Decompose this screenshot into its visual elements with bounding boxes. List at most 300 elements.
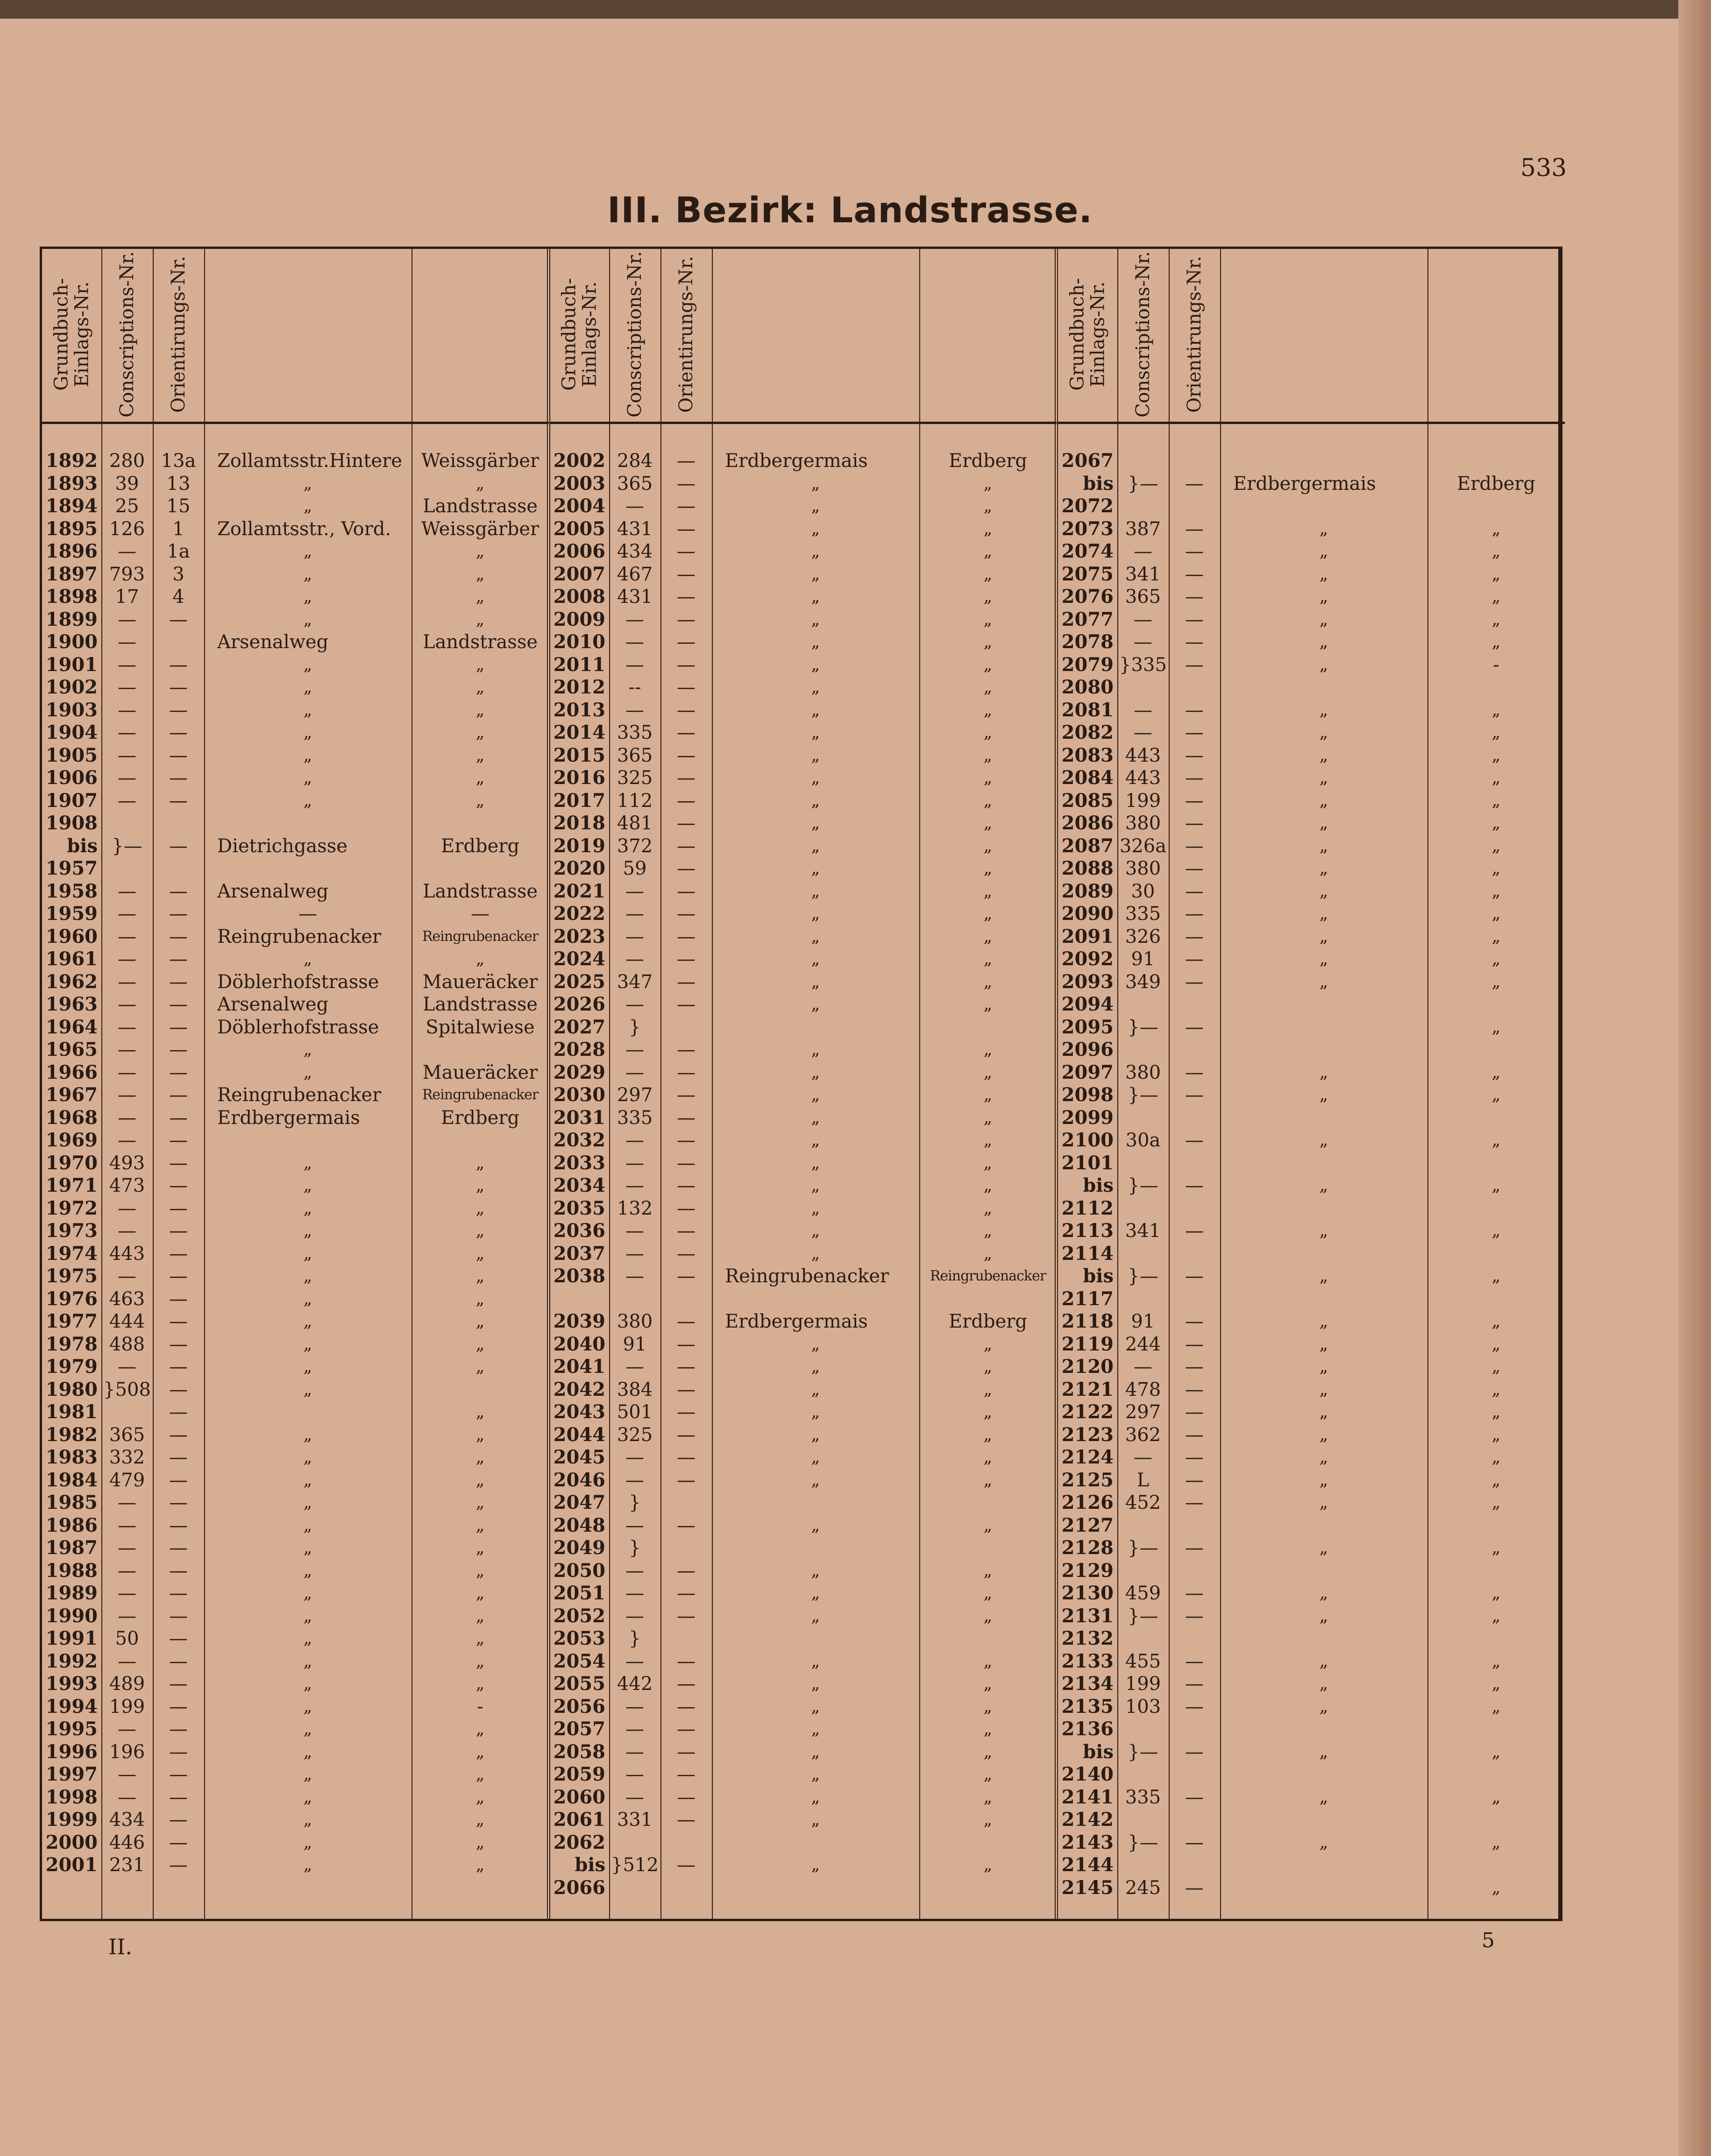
- grundbuch-nr-cell: 2027: [553, 1016, 605, 1038]
- conscriptions-nr-cell: 326a: [1119, 835, 1167, 857]
- grundbuch-nr-cell: 2077: [1061, 608, 1114, 630]
- grundbuch-nr-cell: 2039: [553, 1310, 605, 1332]
- steuergemeinde-cell: „: [1491, 1425, 1501, 1444]
- grundbuch-nr-cell: 1989: [45, 1582, 98, 1604]
- conscriptions-nr-cell: —: [625, 1583, 644, 1604]
- steuergemeinde-cell: „: [1491, 1878, 1501, 1897]
- orientirungs-nr-cell: —: [1185, 1175, 1204, 1196]
- orientirungs-nr-cell: [660, 1016, 712, 1039]
- grundbuch-nr-cell: 2021: [553, 880, 605, 902]
- orientirungs-nr-cell: [660, 1288, 712, 1311]
- conscriptions-nr-cell: —: [118, 971, 136, 993]
- orientirungs-nr-cell: —: [169, 835, 188, 857]
- grundbuch-nr-cell: 2054: [553, 1650, 605, 1672]
- gasse-cell: „: [1319, 1583, 1328, 1603]
- grundbuch-nr-cell: 2135: [1061, 1695, 1114, 1718]
- table-row: [1058, 1356, 1565, 1378]
- steuergemeinde-cell: [412, 812, 549, 835]
- steuergemeinde-cell: „: [983, 791, 993, 810]
- gasse-cell: „: [1319, 1448, 1328, 1467]
- steuergemeinde-cell: „: [1491, 745, 1501, 765]
- page-title: III. Bezirk: Landstrasse.: [607, 189, 1093, 231]
- gasse-cell: „: [811, 1425, 820, 1444]
- steuergemeinde-cell: „: [983, 1583, 993, 1603]
- table-row: [42, 948, 549, 971]
- orientirungs-nr-cell: —: [1185, 1741, 1204, 1763]
- table-row: [42, 1333, 549, 1356]
- table-row: [42, 1673, 549, 1696]
- grundbuch-nr-cell: 1987: [45, 1537, 98, 1559]
- gasse-cell: Reingrubenacker: [725, 1265, 889, 1287]
- steuergemeinde-cell: [1427, 676, 1565, 699]
- orientirungs-nr-cell: —: [169, 1696, 188, 1718]
- page-right-edge: [1678, 0, 1711, 2156]
- grundbuch-nr-cell: 1961: [45, 948, 98, 970]
- steuergemeinde-cell: „: [983, 1153, 993, 1173]
- conscriptions-nr-cell: —: [625, 1514, 644, 1536]
- gasse-cell: „: [1319, 632, 1328, 651]
- orientirungs-nr-cell: —: [1185, 722, 1204, 743]
- steuergemeinde-cell: „: [476, 1289, 485, 1308]
- table-row: [550, 1310, 1057, 1333]
- steuergemeinde-cell: „: [476, 474, 485, 493]
- grundbuch-nr-cell: 2062: [553, 1831, 605, 1853]
- grundbuch-nr-cell: 2016: [553, 767, 605, 789]
- conscriptions-nr-cell: —: [118, 1356, 136, 1378]
- conscriptions-nr-cell: 347: [617, 971, 653, 993]
- conscriptions-nr-cell: 479: [109, 1469, 145, 1491]
- steuergemeinde-cell: „: [1491, 813, 1501, 833]
- header-grundbuch: [1058, 249, 1117, 419]
- gasse-cell: Arsenalweg: [217, 631, 329, 653]
- conscriptions-nr-cell: 199: [1125, 790, 1161, 812]
- grundbuch-nr-cell: 2143: [1061, 1831, 1114, 1853]
- grundbuch-nr-cell: 2142: [1061, 1809, 1114, 1831]
- steuergemeinde-cell: „: [476, 1629, 485, 1648]
- orientirungs-nr-cell: 3: [172, 563, 185, 585]
- gasse-cell: „: [811, 1402, 820, 1421]
- conscriptions-nr-cell: 325: [617, 1424, 653, 1446]
- steuergemeinde-cell: „: [476, 791, 485, 810]
- orientirungs-nr-cell: —: [1185, 1583, 1204, 1604]
- steuergemeinde-cell: „: [983, 1674, 993, 1693]
- orientirungs-nr-cell: [1169, 1152, 1220, 1175]
- gasse-cell: [1233, 1809, 1427, 1831]
- gasse-cell: „: [811, 813, 820, 833]
- grundbuch-nr-cell: 1966: [45, 1061, 98, 1083]
- conscriptions-nr-cell: —: [625, 608, 644, 630]
- conscriptions-nr-cell: 341: [1125, 1220, 1161, 1242]
- conscriptions-nr-cell: [1117, 1197, 1169, 1220]
- conscriptions-nr-cell: 467: [617, 563, 653, 585]
- table-row: [42, 1401, 549, 1424]
- table-row: [550, 1378, 1057, 1401]
- grundbuch-nr-cell: 2134: [1061, 1673, 1114, 1695]
- grundbuch-nr-cell: 2130: [1061, 1582, 1114, 1604]
- grundbuch-nr-cell: 2015: [553, 744, 605, 766]
- orientirungs-nr-cell: —: [1185, 971, 1204, 993]
- steuergemeinde-cell: „: [1491, 1832, 1501, 1852]
- conscriptions-nr-cell: 493: [109, 1152, 145, 1174]
- gasse-cell: Arsenalweg: [217, 880, 329, 902]
- gasse-cell: „: [1319, 836, 1328, 855]
- steuergemeinde-cell: Erdberg: [949, 1311, 1027, 1332]
- conscriptions-nr-cell: —: [118, 1537, 136, 1559]
- steuergemeinde-cell: „: [476, 1583, 485, 1603]
- grundbuch-nr-cell: 2059: [553, 1763, 605, 1785]
- orientirungs-nr-cell: —: [677, 1741, 696, 1763]
- conscriptions-nr-cell: 325: [617, 767, 653, 789]
- orientirungs-nr-cell: —: [677, 518, 696, 540]
- gasse-cell: „: [303, 474, 312, 493]
- conscriptions-nr-cell: }: [629, 1628, 641, 1649]
- table-row: [42, 1288, 549, 1311]
- steuergemeinde-cell: „: [1491, 587, 1501, 606]
- conscriptions-nr-cell: —: [118, 948, 136, 970]
- gasse-cell: „: [811, 1742, 820, 1761]
- orientirungs-nr-cell: —: [677, 948, 696, 970]
- gasse-cell: „: [811, 904, 820, 923]
- conscriptions-nr-cell: 463: [109, 1288, 145, 1310]
- header-steuergemeinde: [1427, 249, 1565, 419]
- steuergemeinde-cell: „: [1491, 723, 1501, 742]
- steuergemeinde-cell: „: [983, 881, 993, 901]
- conscriptions-nr-cell: [101, 1401, 153, 1424]
- orientirungs-nr-cell: [660, 1627, 712, 1650]
- grundbuch-nr-cell: 2010: [553, 631, 605, 653]
- table-row: [1058, 1310, 1565, 1333]
- steuergemeinde-cell: „: [1491, 519, 1501, 538]
- book-binding-edge: [0, 0, 1711, 19]
- grundbuch-nr-cell: 2128: [1061, 1537, 1114, 1559]
- conscriptions-nr-cell: 199: [109, 1696, 145, 1718]
- steuergemeinde-cell: „: [983, 949, 993, 968]
- steuergemeinde-cell: „: [983, 1470, 993, 1490]
- table-row: [550, 1469, 1057, 1492]
- orientirungs-nr-cell: —: [1185, 1084, 1204, 1106]
- steuergemeinde-cell: „: [476, 1402, 485, 1421]
- orientirungs-nr-cell: —: [169, 744, 188, 766]
- conscriptions-nr-cell: 349: [1125, 971, 1161, 993]
- gasse-cell: Reingrubenacker: [217, 926, 382, 947]
- conscriptions-nr-cell: —: [625, 654, 644, 676]
- conscriptions-nr-cell: —: [118, 699, 136, 721]
- grundbuch-nr-cell: 1997: [45, 1763, 98, 1785]
- conscriptions-nr-cell: 478: [1125, 1378, 1161, 1400]
- grundbuch-nr-cell: 2132: [1061, 1627, 1114, 1649]
- conscriptions-nr-cell: —: [1134, 1356, 1152, 1378]
- table-row: [550, 767, 1057, 790]
- gasse-cell: „: [303, 1606, 312, 1626]
- table-row: [42, 1152, 549, 1175]
- steuergemeinde-cell: „: [1491, 542, 1501, 561]
- conscriptions-nr-cell: 103: [1125, 1696, 1161, 1718]
- grundbuch-nr-cell: 2123: [1061, 1423, 1114, 1446]
- steuergemeinde-cell: „: [476, 745, 485, 765]
- grundbuch-nr-cell: 1979: [45, 1356, 98, 1378]
- table-row: [1058, 608, 1565, 631]
- conscriptions-nr-cell: }—: [1128, 1265, 1158, 1287]
- gasse-cell: „: [1319, 1538, 1328, 1557]
- orientirungs-nr-cell: —: [1185, 835, 1204, 857]
- orientirungs-nr-cell: —: [1185, 631, 1204, 653]
- steuergemeinde-cell: [1427, 1718, 1565, 1741]
- orientirungs-nr-cell: —: [677, 654, 696, 676]
- orientirungs-nr-cell: —: [677, 1514, 696, 1536]
- gasse-cell: „: [303, 1832, 312, 1852]
- table-row: [1058, 790, 1565, 813]
- gasse-cell: „: [303, 655, 312, 674]
- table-row: [550, 518, 1057, 541]
- grundbuch-nr-cell: 2131: [1061, 1605, 1114, 1627]
- grundbuch-nr-cell: 1978: [45, 1333, 98, 1355]
- gasse-cell: „: [1319, 564, 1328, 584]
- orientirungs-nr-cell: —: [169, 1152, 188, 1174]
- table-row: [42, 1514, 549, 1537]
- conscriptions-nr-cell: [1117, 1243, 1169, 1265]
- orientirungs-nr-cell: —: [1185, 926, 1204, 947]
- gasse-cell: [1233, 1016, 1427, 1039]
- gasse-cell: „: [1319, 1493, 1328, 1512]
- orientirungs-nr-cell: —: [169, 1741, 188, 1763]
- gasse-cell: „: [1319, 926, 1328, 946]
- conscriptions-nr-cell: }: [629, 1016, 641, 1038]
- conscriptions-nr-cell: —: [625, 1447, 644, 1468]
- steuergemeinde-cell: „: [476, 1561, 485, 1580]
- gasse-cell: „: [303, 1289, 312, 1308]
- conscriptions-nr-cell: —: [118, 722, 136, 743]
- orientirungs-nr-cell: —: [1185, 1130, 1204, 1151]
- gasse-cell: „: [811, 1765, 820, 1784]
- table-row: [550, 1741, 1057, 1764]
- gasse-cell: „: [811, 542, 820, 561]
- orientirungs-nr-cell: —: [169, 608, 188, 630]
- orientirungs-nr-cell: —: [677, 563, 696, 585]
- orientirungs-nr-cell: —: [1185, 1401, 1204, 1423]
- grundbuch-nr-cell: 2085: [1061, 789, 1114, 812]
- footer-signature-mark: II.: [108, 1934, 132, 1959]
- orientirungs-nr-cell: —: [677, 880, 696, 902]
- orientirungs-nr-cell: [660, 1537, 712, 1560]
- table-row: [42, 1627, 549, 1650]
- steuergemeinde-cell: „: [476, 609, 485, 629]
- gasse-cell: „: [1319, 1062, 1328, 1082]
- gasse-cell: „: [811, 519, 820, 538]
- steuergemeinde-cell: Spitalwiese: [426, 1016, 535, 1038]
- gasse-cell: „: [1319, 1470, 1328, 1490]
- grundbuch-nr-cell: 2014: [553, 721, 605, 743]
- steuergemeinde-cell: „: [476, 1312, 485, 1331]
- steuergemeinde-cell: „: [476, 1198, 485, 1218]
- grundbuch-nr-cell: 1959: [45, 903, 98, 925]
- conscriptions-nr-cell: —: [118, 1605, 136, 1627]
- table-row: [42, 1786, 549, 1809]
- conscriptions-nr-cell: 59: [623, 858, 647, 879]
- orientirungs-nr-cell: —: [677, 608, 696, 630]
- table-row: [1058, 1582, 1565, 1605]
- table-row: [550, 1129, 1057, 1152]
- conscriptions-nr-cell: 380: [1125, 813, 1161, 834]
- orientirungs-nr-cell: —: [677, 926, 696, 947]
- table-row: [1058, 1378, 1565, 1401]
- orientirungs-nr-cell: —: [677, 835, 696, 857]
- table-row: [550, 1673, 1057, 1696]
- grundbuch-nr-cell: 1996: [45, 1740, 98, 1763]
- gasse-cell: „: [1319, 1787, 1328, 1807]
- steuergemeinde-cell: „: [1491, 1470, 1501, 1490]
- steuergemeinde-cell: „: [983, 609, 993, 629]
- orientirungs-nr-cell: —: [169, 1514, 188, 1536]
- grundbuch-nr-cell: 2025: [553, 970, 605, 993]
- gasse-cell: „: [303, 723, 312, 742]
- gasse-cell: [1233, 1152, 1427, 1175]
- table-row: [1058, 654, 1565, 677]
- grundbuch-nr-cell: bis: [67, 834, 98, 857]
- grundbuch-nr-cell: 2051: [553, 1582, 605, 1604]
- steuergemeinde-cell: Erdberg: [441, 835, 519, 857]
- orientirungs-nr-cell: —: [1185, 1061, 1204, 1083]
- steuergemeinde-cell: Landstrasse: [422, 994, 538, 1015]
- grundbuch-nr-cell: 2121: [1061, 1378, 1114, 1400]
- gasse-cell: „: [1319, 859, 1328, 878]
- gasse-cell: [725, 1016, 918, 1039]
- conscriptions-nr-cell: 452: [1125, 1492, 1161, 1513]
- orientirungs-nr-cell: —: [677, 813, 696, 834]
- grundbuch-nr-cell: 1968: [45, 1106, 98, 1129]
- header-conscriptions: [609, 249, 660, 419]
- gasse-cell: „: [811, 881, 820, 901]
- steuergemeinde-cell: -: [477, 1696, 483, 1718]
- grundbuch-nr-cell: 2056: [553, 1695, 605, 1718]
- orientirungs-nr-cell: —: [169, 1016, 188, 1038]
- conscriptions-nr-cell: —: [625, 1130, 644, 1151]
- conscriptions-nr-cell: —: [625, 948, 644, 970]
- steuergemeinde-cell: „: [983, 859, 993, 878]
- steuergemeinde-cell: „: [983, 678, 993, 697]
- gasse-cell: Erdbergermais: [217, 1107, 360, 1129]
- orientirungs-nr-cell: —: [169, 1197, 188, 1219]
- grundbuch-nr-cell: 1980: [45, 1378, 98, 1400]
- grundbuch-nr-cell: 2124: [1061, 1446, 1114, 1468]
- steuergemeinde-cell: „: [983, 926, 993, 946]
- orientirungs-nr-cell: [1169, 1288, 1220, 1311]
- steuergemeinde-cell: „: [983, 1651, 993, 1671]
- orientirungs-nr-cell: [1169, 993, 1220, 1016]
- conscriptions-nr-cell: }335: [1119, 654, 1167, 676]
- grundbuch-nr-cell: 2075: [1061, 563, 1114, 585]
- gasse-cell: „: [303, 1538, 312, 1557]
- orientirungs-nr-cell: —: [169, 1854, 188, 1876]
- orientirungs-nr-cell: —: [677, 722, 696, 743]
- gasse-cell: „: [303, 1221, 312, 1240]
- steuergemeinde-cell: [919, 1288, 1057, 1311]
- grundbuch-nr-cell: 2101: [1061, 1152, 1114, 1174]
- conscriptions-nr-cell: 489: [109, 1673, 145, 1695]
- orientirungs-nr-cell: —: [1185, 1786, 1204, 1808]
- table-row: [550, 631, 1057, 654]
- orientirungs-nr-cell: —: [169, 994, 188, 1015]
- steuergemeinde-cell: „: [983, 587, 993, 606]
- steuergemeinde-cell: „: [1491, 700, 1501, 720]
- conscriptions-nr-cell: [1117, 676, 1169, 699]
- table-row: [42, 495, 549, 518]
- table-row: [42, 1605, 549, 1628]
- grundbuch-nr-cell: 2050: [553, 1559, 605, 1582]
- header-rule: [550, 422, 1057, 424]
- grundbuch-nr-cell: 1972: [45, 1197, 98, 1219]
- gasse-cell: „: [811, 632, 820, 651]
- grundbuch-nr-cell: 2126: [1061, 1492, 1114, 1513]
- grundbuch-nr-cell: 2078: [1061, 631, 1114, 653]
- gasse-cell: „: [811, 723, 820, 742]
- gasse-cell: „: [303, 678, 312, 697]
- orientirungs-nr-cell: —: [677, 1605, 696, 1627]
- orientirungs-nr-cell: —: [677, 1039, 696, 1060]
- steuergemeinde-cell: Erdberg: [441, 1107, 519, 1129]
- gasse-cell: [725, 1537, 918, 1560]
- steuergemeinde-cell: [1427, 1514, 1565, 1537]
- orientirungs-nr-cell: —: [677, 744, 696, 766]
- header-orientirungs: [153, 249, 204, 419]
- gasse-cell: „: [811, 496, 820, 516]
- conscriptions-nr-cell: —: [118, 1130, 136, 1151]
- steuergemeinde-cell: „: [1491, 1538, 1501, 1557]
- gasse-cell: „: [303, 1855, 312, 1874]
- header-grundbuch-label: Grundbuch-Einlags-Nr.: [50, 277, 93, 391]
- steuergemeinde-cell: „: [1491, 1448, 1501, 1467]
- table-row: [550, 1084, 1057, 1107]
- conscriptions-nr-cell: [1117, 1288, 1169, 1311]
- grundbuch-nr-cell: 2030: [553, 1084, 605, 1106]
- grundbuch-nr-cell: 2129: [1061, 1559, 1114, 1582]
- table-row: [1058, 1107, 1565, 1130]
- gasse-cell: „: [303, 1176, 312, 1195]
- conscriptions-nr-cell: }512: [611, 1854, 659, 1876]
- conscriptions-nr-cell: —: [118, 1583, 136, 1604]
- steuergemeinde-cell: „: [1491, 1131, 1501, 1150]
- gasse-cell: [725, 1627, 918, 1650]
- grundbuch-nr-cell: 2120: [1061, 1356, 1114, 1378]
- conscriptions-nr-cell: —: [625, 1764, 644, 1785]
- header-rule: [42, 422, 549, 424]
- conscriptions-nr-cell: 280: [109, 450, 145, 472]
- conscriptions-nr-cell: —: [625, 1175, 644, 1196]
- gasse-cell: [1233, 1039, 1427, 1061]
- gasse-cell: „: [811, 995, 820, 1014]
- steuergemeinde-cell: „: [1491, 1312, 1501, 1331]
- grundbuch-nr-cell: 1990: [45, 1605, 98, 1627]
- header-rule: [1058, 422, 1565, 424]
- conscriptions-nr-cell: —: [625, 1061, 644, 1083]
- gasse-cell: „: [303, 1493, 312, 1512]
- table-row: [42, 903, 549, 926]
- steuergemeinde-cell: „: [1491, 1651, 1501, 1671]
- steuergemeinde-cell: „: [983, 1606, 993, 1626]
- conscriptions-nr-cell: 444: [109, 1311, 145, 1332]
- table-row: [550, 971, 1057, 994]
- grundbuch-nr-cell: 2035: [553, 1197, 605, 1219]
- conscriptions-nr-cell: 793: [109, 563, 145, 585]
- conscriptions-nr-cell: 473: [109, 1175, 145, 1196]
- gasse-cell: „: [811, 678, 820, 697]
- orientirungs-nr-cell: [153, 631, 204, 654]
- steuergemeinde-cell: „: [1491, 1266, 1501, 1286]
- steuergemeinde-cell: „: [476, 1470, 485, 1490]
- grundbuch-nr-cell: 1898: [45, 586, 98, 608]
- conscriptions-nr-cell: —: [118, 1061, 136, 1083]
- orientirungs-nr-cell: —: [1185, 1877, 1204, 1899]
- conscriptions-nr-cell: 17: [115, 586, 139, 608]
